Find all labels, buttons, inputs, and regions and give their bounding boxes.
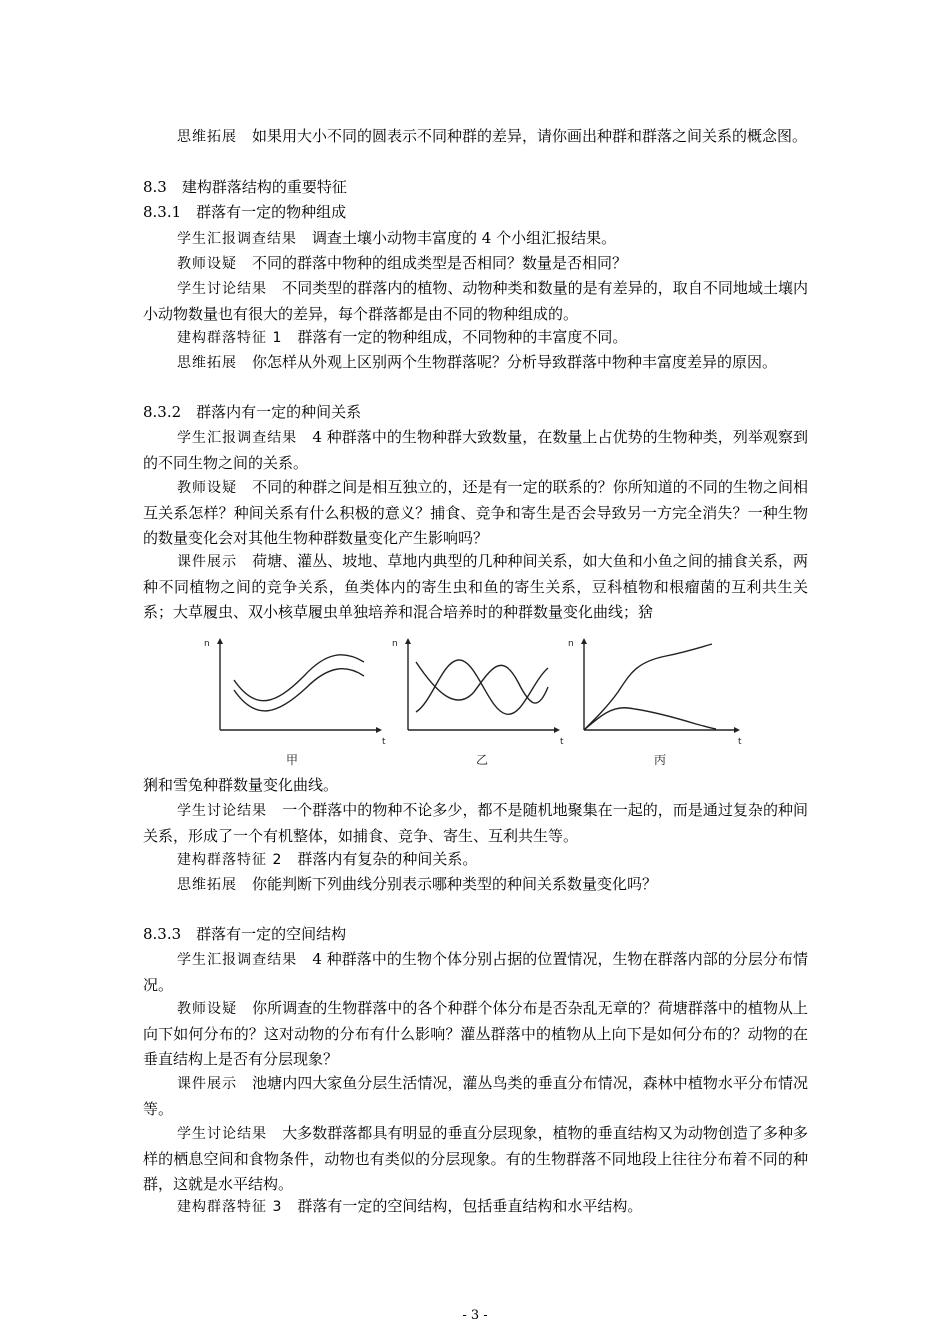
paragraph-text: 你怎样从外观上区别两个生物群落呢？分析导致群落中物种丰富度差异的原因。: [252, 353, 778, 371]
paragraph-text: 池塘内四大家鱼分层生活情况，灌丛鸟类的垂直分布情况，森林中植物水平分布情况等。: [143, 1074, 808, 1118]
paragraph-label: 课件展示: [177, 1076, 238, 1092]
figure-jia-curve-lower: [234, 669, 364, 711]
paragraph-teacher-question-3: [143, 996, 808, 1072]
paragraph-label: 思维拓展: [177, 355, 237, 371]
figure-caption-bing: 丙: [653, 753, 667, 767]
paragraph-label: 教师设疑: [177, 1001, 238, 1017]
paragraph-text: 群落内有复杂的种间关系。: [297, 850, 478, 868]
paragraph-teacher-question-1: [143, 251, 808, 277]
paragraph-student-report-3: [143, 947, 808, 998]
figure-yi-y-label: n: [392, 639, 398, 649]
paragraph-label: 课件展示: [177, 554, 238, 570]
figure-bing-curve-declining: [584, 708, 716, 730]
section-heading-8-3-2: 8.3.2 群落内有一定的种间关系: [143, 403, 362, 421]
figure-bing-x-label: t: [738, 737, 742, 747]
section-heading-8-3-3: 8.3.3 群落有一定的空间结构: [143, 925, 347, 943]
paragraph-label: 教师设疑: [177, 480, 238, 496]
paragraph-student-report-1: [143, 226, 808, 252]
paragraph-text: 群落有一定的物种组成，不同物种的丰富度不同。: [297, 328, 628, 346]
figure-bing-y-arrow: [581, 638, 587, 644]
paragraph-text: 群落有一定的空间结构，包括垂直结构和水平结构。: [297, 1197, 643, 1215]
paragraph-text: 不同的群落中物种的组成类型是否相同？数量是否相同？: [252, 254, 628, 272]
paragraph-label: 建构群落特征 1: [177, 330, 283, 346]
paragraph-community-feature-3: [143, 1194, 808, 1220]
paragraph-community-feature-1: [143, 325, 808, 351]
page-number: - 3 -: [462, 1308, 488, 1323]
figure-jia-y-arrow: [217, 638, 223, 644]
paragraph-text: 不同类型的群落内的植物、动物种类和数量的是有差异的，取自不同地域土壤内小动物数量也有很大的差异，每个群落都是由不同的物种组成的。: [143, 279, 808, 323]
paragraph-student-discussion-1: [143, 276, 808, 327]
figure-yi-y-arrow: [405, 638, 411, 644]
figure-yi-x-label: t: [560, 737, 564, 747]
paragraph-thinking-extension-2: [143, 350, 808, 376]
paragraph-text: 你能判断下列曲线分别表示哪种类型的种间关系数量变化吗？: [252, 875, 658, 893]
paragraph-text: 荷塘、灌丛、坡地、草地内典型的几种种间关系，如大鱼和小鱼之间的捕食关系，两种不同植物之间的竞争关系，鱼类体内的寄生虫和鱼的寄生关系，豆科植物和根瘤菌的互利共生关系；大草履虫、双小核草履虫单独培养和混合培养时的种群数量变化曲线；猞: [143, 552, 808, 621]
paragraph-label: 教师设疑: [177, 256, 237, 272]
paragraph-text: 4 种群落中的生物个体分别占据的位置情况，生物在群落内部的分层分布情况。: [143, 950, 808, 994]
figure-jia-x-label: t: [382, 737, 386, 747]
paragraph-thinking-extension-1: [143, 124, 808, 150]
paragraph-courseware-1-continued: 猁和雪兔种群数量变化曲线。: [143, 776, 339, 794]
figure-jia-y-label: n: [204, 639, 210, 649]
figure-yi-x-arrow: [554, 727, 560, 733]
paragraph-label: 学生汇报调查结果: [177, 952, 298, 968]
paragraph-teacher-question-2: [143, 475, 808, 551]
paragraph-label: 学生讨论结果: [177, 803, 268, 819]
paragraph-student-discussion-3: [143, 1121, 808, 1197]
paragraph-thinking-extension-3: [143, 872, 808, 898]
paragraph-label: 学生讨论结果: [177, 1126, 268, 1142]
paragraph-courseware-2: [143, 1071, 808, 1122]
population-curves-figure: [196, 632, 756, 772]
paragraph-courseware-1: [143, 549, 808, 625]
figure-bing-x-arrow: [734, 727, 740, 733]
paragraph-label: 思维拓展: [177, 129, 237, 145]
paragraph-text: 不同的种群之间是相互独立的，还是有一定的联系的？你所知道的不同的生物之间相互关系怎样？种间关系有什么积极的意义？捕食、竞争和寄生是否会导致另一方完全消失？一种生物的数量变化会对其他生物种群数量变化产生影响吗？: [143, 478, 808, 547]
paragraph-text: 一个群落中的物种不论多少，都不是随机地聚集在一起的，而是通过复杂的种间关系，形成了一个有机整体，如捕食、竞争、寄生、互利共生等。: [143, 801, 808, 845]
paragraph-label: 学生汇报调查结果: [177, 231, 297, 247]
figure-bing-curve-rising: [584, 644, 712, 730]
figure-caption-jia: 甲: [285, 753, 299, 767]
paragraph-community-feature-2: [143, 847, 808, 873]
population-curves-svg: [196, 632, 756, 772]
paragraph-label: 建构群落特征 3: [177, 1199, 283, 1215]
paragraph-student-report-2: [143, 425, 808, 476]
paragraph-label: 建构群落特征 2: [177, 852, 283, 868]
paragraph-label: 学生汇报调查结果: [177, 430, 298, 446]
figure-jia-x-arrow: [376, 727, 382, 733]
paragraph-label: 思维拓展: [177, 877, 237, 893]
section-heading-8-3: 8.3 建构群落结构的重要特征: [143, 178, 347, 196]
paragraph-student-discussion-2: [143, 798, 808, 849]
figure-bing-y-label: n: [568, 639, 574, 649]
paragraph-text: 调查土壤小动物丰富度的 4 个小组汇报结果。: [312, 229, 617, 247]
section-heading-8-3-1: 8.3.1 群落有一定的物种组成: [143, 203, 347, 221]
paragraph-text: 如果用大小不同的圆表示不同种群的差异，请你画出种群和群落之间关系的概念图。: [252, 127, 808, 145]
figure-caption-yi: 乙: [475, 753, 489, 767]
paragraph-text: 大多数群落都具有明显的垂直分层现象，植物的垂直结构又为动物创造了多种多样的栖息空间和食物条件，动物也有类似的分层现象。有的生物群落不同地段上往往分布着不同的种群，这就是水平结构。: [143, 1124, 808, 1193]
paragraph-text: 4 种群落中的生物种群大致数量，在数量上占优势的生物种类，列举观察到的不同生物之间的关系。: [143, 428, 808, 472]
paragraph-text: 你所调查的生物群落中的各个种群个体分布是否杂乱无章的？荷塘群落中的植物从上向下如何分布的？这对动物的分布有什么影响？灌丛群落中的植物从上向下是如何分布的？动物的在垂直结构上是否有分层现象？: [143, 999, 808, 1068]
paragraph-label: 学生讨论结果: [177, 281, 268, 297]
